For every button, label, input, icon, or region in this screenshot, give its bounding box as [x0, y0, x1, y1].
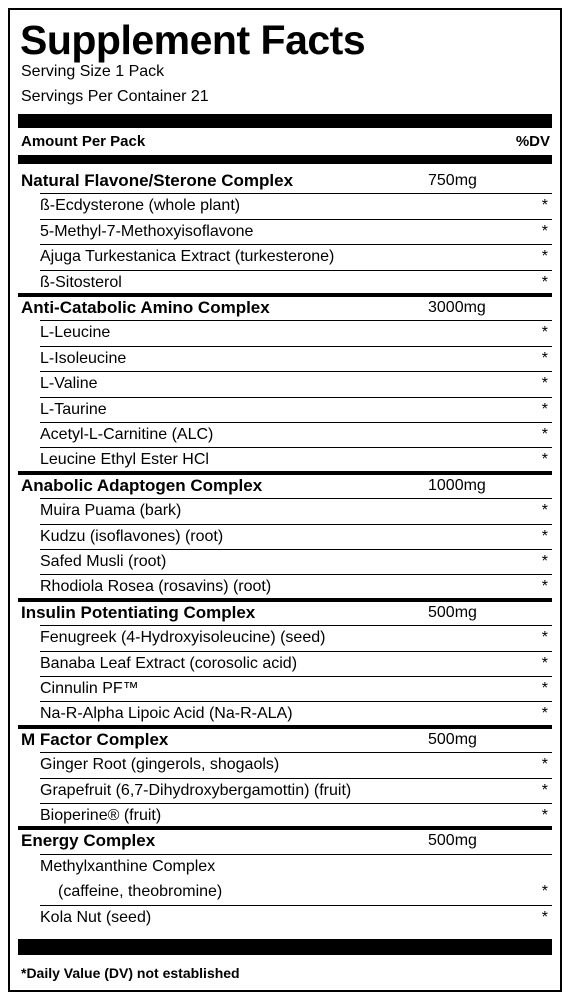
ingredient-row	[10, 320, 560, 345]
ingredient-row	[10, 651, 560, 676]
dv-asterisk: *	[541, 426, 548, 443]
complex-amount: 500mg	[428, 730, 477, 748]
ingredient-row	[10, 854, 560, 905]
ingredient-name: Methylxanthine Complex	[40, 857, 216, 875]
complex-amount: 500mg	[428, 603, 477, 621]
top-thick-bar	[18, 114, 552, 128]
complex-amount: 750mg	[428, 172, 477, 189]
dv-asterisk: *	[541, 527, 548, 545]
dv-asterisk: *	[541, 451, 548, 469]
ingredient-name: Grapefruit (6,7-Dihydroxybergamottin) (fruit)	[40, 781, 352, 799]
ingredient-row	[10, 676, 560, 701]
dv-asterisk: *	[541, 222, 548, 240]
ingredient-name: L-Valine	[40, 375, 98, 393]
ingredient-row	[10, 397, 560, 422]
ingredient-name-continued: (caffeine, theobromine)	[58, 883, 223, 901]
ingredient-name: ß-Ecdysterone (whole plant)	[40, 197, 241, 215]
ingredient-name: Muira Puama (bark)	[40, 502, 182, 520]
complex-name: Anabolic Adaptogen Complex	[21, 475, 263, 495]
ingredient-name: L-Isoleucine	[40, 349, 127, 367]
ingredient-row	[10, 549, 560, 574]
dv-asterisk: *	[541, 629, 548, 647]
dv-asterisk: *	[541, 375, 548, 393]
ingredient-name: Na-R-Alpha Lipoic Acid (Na-R-ALA)	[40, 705, 293, 723]
ingredient-row	[10, 346, 560, 371]
bottom-thick-bar	[18, 939, 552, 955]
complex-row	[10, 295, 560, 320]
complex-name: Anti-Catabolic Amino Complex	[21, 298, 270, 317]
dv-asterisk: *	[541, 578, 548, 596]
ingredient-row	[10, 701, 560, 726]
dv-asterisk: *	[541, 781, 548, 799]
ingredient-row	[10, 574, 560, 599]
ingredient-row	[10, 524, 560, 549]
ingredient-name: Fenugreek (4-Hydroxyisoleucine) (seed)	[40, 629, 326, 647]
ingredient-row	[10, 905, 560, 930]
ingredient-row	[10, 219, 560, 244]
ingredient-row	[10, 778, 560, 803]
complex-row	[10, 473, 560, 498]
dv-asterisk: *	[541, 324, 548, 342]
complex-row	[10, 727, 560, 752]
ingredient-name: Safed Musli (root)	[40, 553, 167, 570]
ingredient-name: Ginger Root (gingerols, shogaols)	[40, 756, 280, 774]
serving-size: Serving Size 1 Pack	[21, 63, 165, 80]
footnote: *Daily Value (DV) not established	[21, 965, 240, 981]
complex-name: Energy Complex	[21, 831, 156, 851]
ingredient-row	[10, 803, 560, 828]
dv-asterisk: *	[541, 553, 548, 570]
ingredient-row	[10, 371, 560, 396]
supplement-facts-panel	[8, 8, 562, 992]
ingredient-name: L-Leucine	[40, 324, 111, 342]
complex-amount: 3000mg	[428, 299, 486, 316]
ingredient-name: Rhodiola Rosea (rosavins) (root)	[40, 578, 272, 596]
dv-asterisk: *	[541, 680, 548, 697]
ingredient-row	[10, 625, 560, 650]
ingredient-name: 5-Methyl-7-Methoxyisoflavone	[40, 222, 254, 240]
complex-row	[10, 828, 560, 853]
complex-amount: 500mg	[428, 832, 477, 850]
ingredient-name: Kola Nut (seed)	[40, 908, 152, 926]
complex-name: Natural Flavone/Sterone Complex	[21, 171, 294, 190]
dv-asterisk: *	[541, 400, 548, 418]
ingredient-name: ß-Sitosterol	[40, 273, 122, 291]
dv-asterisk: *	[541, 502, 548, 520]
dv-asterisk: *	[541, 654, 548, 672]
dv-asterisk: *	[541, 883, 548, 901]
dv-asterisk: *	[541, 908, 548, 926]
ingredient-name: Bioperine® (fruit)	[40, 807, 162, 824]
ingredient-name: L-Taurine	[40, 400, 107, 418]
dv-asterisk: *	[541, 349, 548, 367]
dv-label: %DV	[515, 133, 550, 150]
dv-asterisk: *	[541, 705, 548, 723]
ingredient-row	[10, 193, 560, 218]
ingredient-name: Leucine Ethyl Ester HCl	[40, 451, 209, 469]
complex-row	[10, 600, 560, 625]
dv-asterisk: *	[541, 756, 548, 774]
dv-asterisk: *	[541, 197, 548, 215]
complex-row	[10, 168, 560, 193]
ingredient-row	[10, 498, 560, 523]
dv-asterisk: *	[541, 273, 548, 291]
complex-name: Insulin Potentiating Complex	[21, 602, 256, 622]
ingredient-row	[10, 422, 560, 447]
panel-title: Supplement Facts	[20, 17, 366, 63]
amount-per-pack-label: Amount Per Pack	[21, 133, 146, 150]
ingredient-name: Banaba Leaf Extract (corosolic acid)	[40, 654, 298, 672]
complex-amount: 1000mg	[428, 476, 486, 494]
header-thick-bar	[18, 155, 552, 164]
column-header	[21, 132, 550, 152]
ingredient-row	[10, 752, 560, 777]
ingredient-name: Cinnulin PF™	[40, 680, 139, 697]
servings-per-container: Servings Per Container 21	[21, 88, 209, 105]
ingredient-row	[10, 244, 560, 269]
ingredient-row	[10, 447, 560, 472]
ingredient-name: Acetyl-L-Carnitine (ALC)	[40, 426, 214, 443]
complex-name: M Factor Complex	[21, 729, 169, 749]
dv-asterisk: *	[541, 248, 548, 266]
ingredient-row	[10, 270, 560, 295]
dv-asterisk: *	[541, 807, 548, 824]
ingredient-name: Ajuga Turkestanica Extract (turkesterone)	[40, 248, 335, 266]
ingredient-name: Kudzu (isoflavones) (root)	[40, 527, 224, 545]
